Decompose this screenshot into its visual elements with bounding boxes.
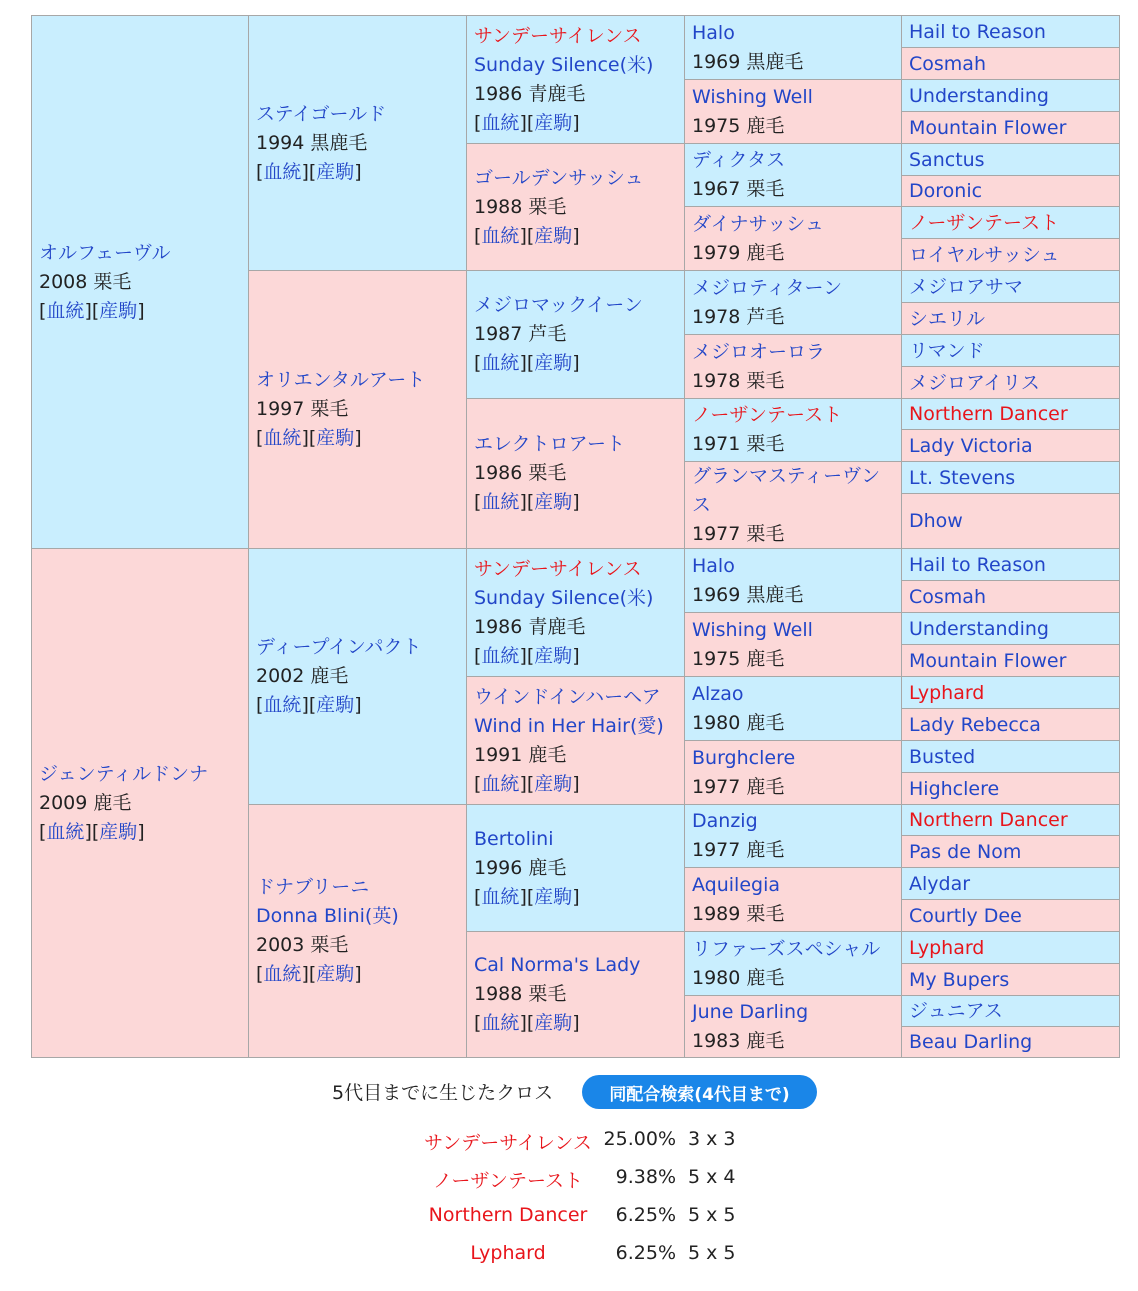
offspring-link[interactable]: 産駒 <box>99 820 138 843</box>
offspring-link[interactable]: 産駒 <box>534 644 573 667</box>
offspring-link[interactable]: 産駒 <box>316 963 355 985</box>
horse-links: [血統][産駒] <box>474 644 580 667</box>
horse-birth-color: 2003 栗毛 <box>256 934 349 956</box>
horse-links: [血統][産駒] <box>256 694 362 716</box>
pedigree-cell-gen5 <box>901 772 1120 805</box>
horse-birth-color: 1967 栗毛 <box>692 178 785 200</box>
pedigree-cell-gen5 <box>901 366 1120 399</box>
pedigree-cell-gen3 <box>466 548 685 677</box>
horse-birth-color: 1975 鹿毛 <box>692 647 785 670</box>
pedigree-cell-gen4 <box>684 804 902 868</box>
pedigree-cell-gen5 <box>901 429 1120 462</box>
pedigree-cell-gen4 <box>684 676 902 741</box>
pedigree-table <box>31 15 1120 1057</box>
pedigree-cell-gen4 <box>684 548 902 613</box>
pedigree-cell-gen2 <box>248 270 467 549</box>
horse-links: [血統][産駒] <box>474 224 580 247</box>
horse-name-link[interactable]: ドナブリーニ <box>256 876 370 898</box>
horse-name-link[interactable]: ディープインパクト <box>256 636 422 658</box>
horse-birth-color: 1988 栗毛 <box>474 983 567 1005</box>
horse-name-link[interactable]: ノーザンテースト <box>692 404 843 426</box>
horse-name-link[interactable]: Alzao <box>692 682 744 705</box>
offspring-link[interactable]: 産駒 <box>534 491 573 513</box>
pedigree-cell-gen5 <box>901 398 1120 430</box>
pedigree-cell-gen5 <box>901 461 1120 494</box>
horse-name-link[interactable]: ロイヤルサッシュ <box>909 243 1060 266</box>
bloodline-link[interactable]: 血統 <box>46 299 85 322</box>
pedigree-cell-gen5 <box>901 899 1120 932</box>
horse-name-link[interactable]: Northern Dancer <box>909 809 1068 831</box>
pedigree-cell-gen5 <box>901 238 1120 271</box>
cross-percentage: 9.38% <box>615 1166 676 1188</box>
bloodline-link[interactable]: 血統 <box>481 885 520 908</box>
horse-name-link[interactable]: Highclere <box>909 777 1000 800</box>
pedigree-cell-gen5 <box>901 835 1120 868</box>
pedigree-cell-gen5 <box>901 15 1120 48</box>
pedigree-cell-gen5 <box>901 493 1120 549</box>
pedigree-cell-gen4 <box>684 931 902 996</box>
horse-name-link[interactable]: Wishing Well <box>692 85 813 108</box>
offspring-link[interactable]: 産駒 <box>316 427 355 449</box>
horse-links: [血統][産駒] <box>474 1012 580 1034</box>
pedigree-cell-gen4 <box>684 206 902 271</box>
bloodline-link[interactable]: 血統 <box>263 427 302 449</box>
horse-name-link[interactable]: ディクタス <box>692 149 786 171</box>
horse-name-link[interactable]: グランマスティーヴンス <box>692 464 881 516</box>
horse-birth-color: 1977 鹿毛 <box>692 839 785 861</box>
pedigree-cell-gen5 <box>901 79 1120 112</box>
horse-name-link[interactable]: リマンド <box>909 339 985 362</box>
pedigree-cell-gen5 <box>901 740 1120 773</box>
horse-birth-color: 2002 鹿毛 <box>256 665 349 687</box>
pedigree-cell-gen2 <box>248 804 467 1058</box>
pedigree-cell-gen5 <box>901 47 1120 80</box>
pedigree-cell-gen4 <box>684 15 902 80</box>
pedigree-cell-gen5 <box>901 548 1120 581</box>
horse-name-link[interactable]: Doronic <box>909 180 983 202</box>
horse-name-link[interactable]: Halo <box>692 21 735 44</box>
cross-generations: 5 x 4 <box>688 1166 736 1188</box>
cross-horse-name[interactable]: ノーザンテースト <box>432 1170 584 1192</box>
pedigree-cell-gen3 <box>466 143 685 271</box>
offspring-link[interactable]: 産駒 <box>316 694 355 716</box>
pedigree-cell-gen5 <box>901 931 1120 964</box>
pedigree-cell-gen4 <box>684 334 902 399</box>
horse-birth-color: 1977 鹿毛 <box>692 775 785 798</box>
horse-foreign-name-link[interactable]: Sunday Silence(米) <box>474 53 654 76</box>
pedigree-cell-gen4 <box>684 143 902 207</box>
horse-foreign-name-link[interactable]: Donna Blini(英) <box>256 905 399 927</box>
horse-links: [血統][産駒] <box>474 491 580 513</box>
horse-name-link[interactable]: Lady Rebecca <box>909 713 1041 736</box>
horse-birth-color: 1979 鹿毛 <box>692 241 785 264</box>
horse-links: [血統][産駒] <box>256 427 362 449</box>
cross-header <box>0 1075 1138 1109</box>
offspring-link[interactable]: 産駒 <box>316 160 355 183</box>
horse-name-link[interactable]: Lyphard <box>909 936 985 959</box>
pedigree-cell-gen3 <box>466 15 685 144</box>
horse-name-link[interactable]: メジロティターン <box>692 276 843 299</box>
horse-birth-color: 1994 黒鹿毛 <box>256 131 368 154</box>
horse-name-link[interactable]: Northern Dancer <box>909 403 1068 425</box>
horse-name-link[interactable]: ジェンティルドンナ <box>39 762 209 785</box>
bloodline-link[interactable]: 血統 <box>481 111 520 134</box>
horse-name-link[interactable]: リファーズスペシャル <box>692 937 881 960</box>
cross-percentage: 6.25% <box>615 1242 676 1264</box>
pedigree-cell-gen4 <box>684 995 902 1058</box>
horse-birth-color: 1971 栗毛 <box>692 433 785 455</box>
pedigree-cell-gen4 <box>684 740 902 805</box>
cross-row <box>0 1128 1138 1158</box>
cross-horse-name[interactable]: Lyphard <box>470 1242 546 1264</box>
cross-row <box>0 1242 1138 1272</box>
pedigree-cell-gen2 <box>248 15 467 271</box>
horse-name-link[interactable]: ダイナサッシュ <box>692 212 824 235</box>
horse-foreign-name-link[interactable]: Wind in Her Hair(愛) <box>474 714 664 737</box>
horse-links: [血統][産駒] <box>256 160 362 183</box>
horse-name-link[interactable]: メジロマックイーン <box>474 294 643 316</box>
horse-links: [血統][産駒] <box>474 352 580 374</box>
horse-name-link[interactable]: Cal Norma's Lady <box>474 954 641 976</box>
horse-birth-color: 1986 栗毛 <box>474 462 567 484</box>
horse-links: [血統][産駒] <box>39 299 145 322</box>
cross-row <box>0 1204 1138 1234</box>
pedigree-cell-gen5 <box>901 175 1120 207</box>
horse-name-link[interactable]: Cosmah <box>909 585 986 608</box>
horse-links: [血統][産駒] <box>474 885 580 908</box>
horse-birth-color: 1969 黒鹿毛 <box>692 50 804 73</box>
horse-links: [血統][産駒] <box>474 111 580 134</box>
pedigree-cell-gen5 <box>901 270 1120 303</box>
pedigree-cell-gen4 <box>684 867 902 932</box>
horse-birth-color: 1983 鹿毛 <box>692 1029 785 1052</box>
cross-title: 5代目までに生じたクロス <box>332 1082 554 1104</box>
horse-birth-color: 1969 黒鹿毛 <box>692 583 804 606</box>
bloodline-link[interactable]: 血統 <box>263 963 302 985</box>
horse-name-link[interactable]: Beau Darling <box>909 1031 1033 1053</box>
horse-name-link[interactable]: Lt. Stevens <box>909 466 1016 489</box>
horse-birth-color: 1980 鹿毛 <box>692 711 785 734</box>
pedigree-cell-gen3 <box>466 398 685 549</box>
horse-name-link[interactable]: June Darling <box>692 1000 809 1023</box>
horse-name-link[interactable]: Dhow <box>909 510 963 532</box>
pedigree-cell-gen3 <box>466 270 685 399</box>
bloodline-link[interactable]: 血統 <box>481 772 520 795</box>
pedigree-cell-gen5 <box>901 334 1120 367</box>
horse-links: [血統][産駒] <box>474 772 580 795</box>
horse-birth-color: 1989 栗毛 <box>692 902 785 925</box>
horse-name-link[interactable]: サンデーサイレンス <box>474 557 642 580</box>
horse-birth-color: 1997 栗毛 <box>256 398 349 420</box>
horse-name-link[interactable]: Lyphard <box>909 681 985 704</box>
horse-name-link[interactable]: メジロオーロラ <box>692 340 826 363</box>
cross-generations: 5 x 5 <box>688 1242 736 1264</box>
offspring-link[interactable]: 産駒 <box>534 224 573 247</box>
cross-horse-name[interactable]: サンデーサイレンス <box>424 1132 592 1154</box>
horse-birth-color: 2009 鹿毛 <box>39 791 132 814</box>
bloodline-link[interactable]: 血統 <box>481 224 520 247</box>
horse-name-link[interactable]: My Bupers <box>909 968 1010 991</box>
horse-name-link[interactable]: シエリル <box>909 307 986 330</box>
cross-percentage: 25.00% <box>603 1128 676 1150</box>
horse-birth-color: 1980 鹿毛 <box>692 966 785 989</box>
horse-name-link[interactable]: Burghclere <box>692 746 796 769</box>
horse-links: [血統][産駒] <box>39 820 145 843</box>
pedigree-cell-gen3 <box>466 804 685 932</box>
horse-name-link[interactable]: Hail to Reason <box>909 20 1046 43</box>
pedigree-cell-gen5 <box>901 995 1120 1027</box>
pedigree-cell-gen5 <box>901 111 1120 144</box>
horse-name-link[interactable]: Courtly Dee <box>909 904 1022 927</box>
horse-birth-color: 2008 栗毛 <box>39 270 132 293</box>
offspring-link[interactable]: 産駒 <box>534 111 573 134</box>
offspring-link[interactable]: 産駒 <box>534 772 573 795</box>
pedigree-cell-gen3 <box>466 931 685 1058</box>
horse-name-link[interactable]: メジロアイリス <box>909 371 1040 394</box>
bloodline-link[interactable]: 血統 <box>263 694 302 716</box>
offspring-link[interactable]: 産駒 <box>534 885 573 908</box>
horse-name-link[interactable]: Pas de Nom <box>909 840 1022 863</box>
pedigree-cell-gen3 <box>466 676 685 805</box>
pedigree-cell-gen5 <box>901 676 1120 709</box>
horse-name-link[interactable]: ゴールデンサッシュ <box>474 166 644 189</box>
horse-birth-color: 1977 栗毛 <box>692 522 785 545</box>
bloodline-link[interactable]: 血統 <box>481 491 520 513</box>
bloodline-link[interactable]: 血統 <box>263 160 302 183</box>
horse-name-link[interactable]: ウインドインハーヘア <box>474 685 661 708</box>
pedigree-cell-gen5 <box>901 963 1120 996</box>
pedigree-cell-gen4 <box>684 270 902 335</box>
horse-birth-color: 1986 青鹿毛 <box>474 615 586 638</box>
horse-birth-color: 1996 鹿毛 <box>474 856 567 879</box>
horse-foreign-name-link[interactable]: Sunday Silence(米) <box>474 586 654 609</box>
horse-birth-color: 1978 芦毛 <box>692 305 785 328</box>
offspring-link[interactable]: 産駒 <box>534 352 573 374</box>
horse-name-link[interactable]: ノーザンテースト <box>909 211 1060 234</box>
pedigree-cell-gen5 <box>901 612 1120 645</box>
cross-generations: 5 x 5 <box>688 1204 736 1226</box>
pedigree-cell-gen1 <box>31 15 249 549</box>
horse-name-link[interactable]: Lady Victoria <box>909 434 1033 457</box>
horse-name-link[interactable]: エレクトロアート <box>474 433 626 455</box>
cross-horse-name[interactable]: Northern Dancer <box>428 1204 588 1226</box>
horse-name-link[interactable]: Aquilegia <box>692 873 780 896</box>
pedigree-cell-gen5 <box>901 1026 1120 1058</box>
horse-birth-color: 1987 芦毛 <box>474 323 567 345</box>
pedigree-cell-gen2 <box>248 548 467 805</box>
horse-name-link[interactable]: Mountain Flower <box>909 649 1067 672</box>
horse-name-link[interactable]: Alydar <box>909 872 971 895</box>
pedigree-cell-gen5 <box>901 302 1120 335</box>
horse-name-link[interactable]: Halo <box>692 554 735 577</box>
horse-name-link[interactable]: オルフェーヴル <box>39 241 171 264</box>
bloodline-link[interactable]: 血統 <box>46 820 85 843</box>
pedigree-cell-gen5 <box>901 708 1120 741</box>
pedigree-cell-gen4 <box>684 612 902 677</box>
horse-name-link[interactable]: ステイゴールド <box>256 102 387 125</box>
horse-birth-color: 1975 鹿毛 <box>692 114 785 137</box>
horse-birth-color: 1986 青鹿毛 <box>474 82 586 105</box>
pedigree-cell-gen4 <box>684 398 902 462</box>
horse-name-link[interactable]: サンデーサイレンス <box>474 24 642 47</box>
horse-links: [血統][産駒] <box>256 963 362 985</box>
bloodline-link[interactable]: 血統 <box>481 1012 520 1034</box>
cross-percentage: 6.25% <box>615 1204 676 1226</box>
bloodline-link[interactable]: 血統 <box>481 644 520 667</box>
horse-name-link[interactable]: Wishing Well <box>692 618 813 641</box>
pedigree-cell-gen5 <box>901 206 1120 239</box>
horse-name-link[interactable]: Busted <box>909 745 976 768</box>
offspring-link[interactable]: 産駒 <box>534 1012 573 1034</box>
horse-name-link[interactable]: Sanctus <box>909 148 985 171</box>
horse-name-link[interactable]: オリエンタルアート <box>256 369 426 391</box>
horse-name-link[interactable]: Danzig <box>692 810 758 832</box>
horse-birth-color: 1978 栗毛 <box>692 369 785 392</box>
pedigree-cell-gen5 <box>901 867 1120 900</box>
horse-name-link[interactable]: Bertolini <box>474 827 554 850</box>
cross-row <box>0 1166 1138 1196</box>
horse-name-link[interactable]: Understanding <box>909 84 1049 107</box>
horse-name-link[interactable]: メジロアサマ <box>909 275 1024 298</box>
cross-generations: 3 x 3 <box>688 1128 736 1150</box>
pedigree-cell-gen5 <box>901 804 1120 836</box>
bloodline-link[interactable]: 血統 <box>481 352 520 374</box>
horse-name-link[interactable]: Hail to Reason <box>909 553 1046 576</box>
pedigree-cell-gen4 <box>684 461 902 549</box>
horse-name-link[interactable]: Mountain Flower <box>909 116 1067 139</box>
horse-name-link[interactable]: Understanding <box>909 617 1049 640</box>
pedigree-cell-gen5 <box>901 644 1120 677</box>
horse-birth-color: 1988 栗毛 <box>474 195 567 218</box>
pedigree-cell-gen5 <box>901 580 1120 613</box>
horse-birth-color: 1991 鹿毛 <box>474 743 567 766</box>
pedigree-cell-gen4 <box>684 79 902 144</box>
same-cross-search-button[interactable]: 同配合検索(4代目まで) <box>582 1075 817 1109</box>
offspring-link[interactable]: 産駒 <box>99 299 138 322</box>
horse-name-link[interactable]: ジュニアス <box>909 1000 1003 1022</box>
pedigree-cell-gen5 <box>901 143 1120 176</box>
pedigree-cell-gen1 <box>31 548 249 1058</box>
horse-name-link[interactable]: Cosmah <box>909 52 986 75</box>
